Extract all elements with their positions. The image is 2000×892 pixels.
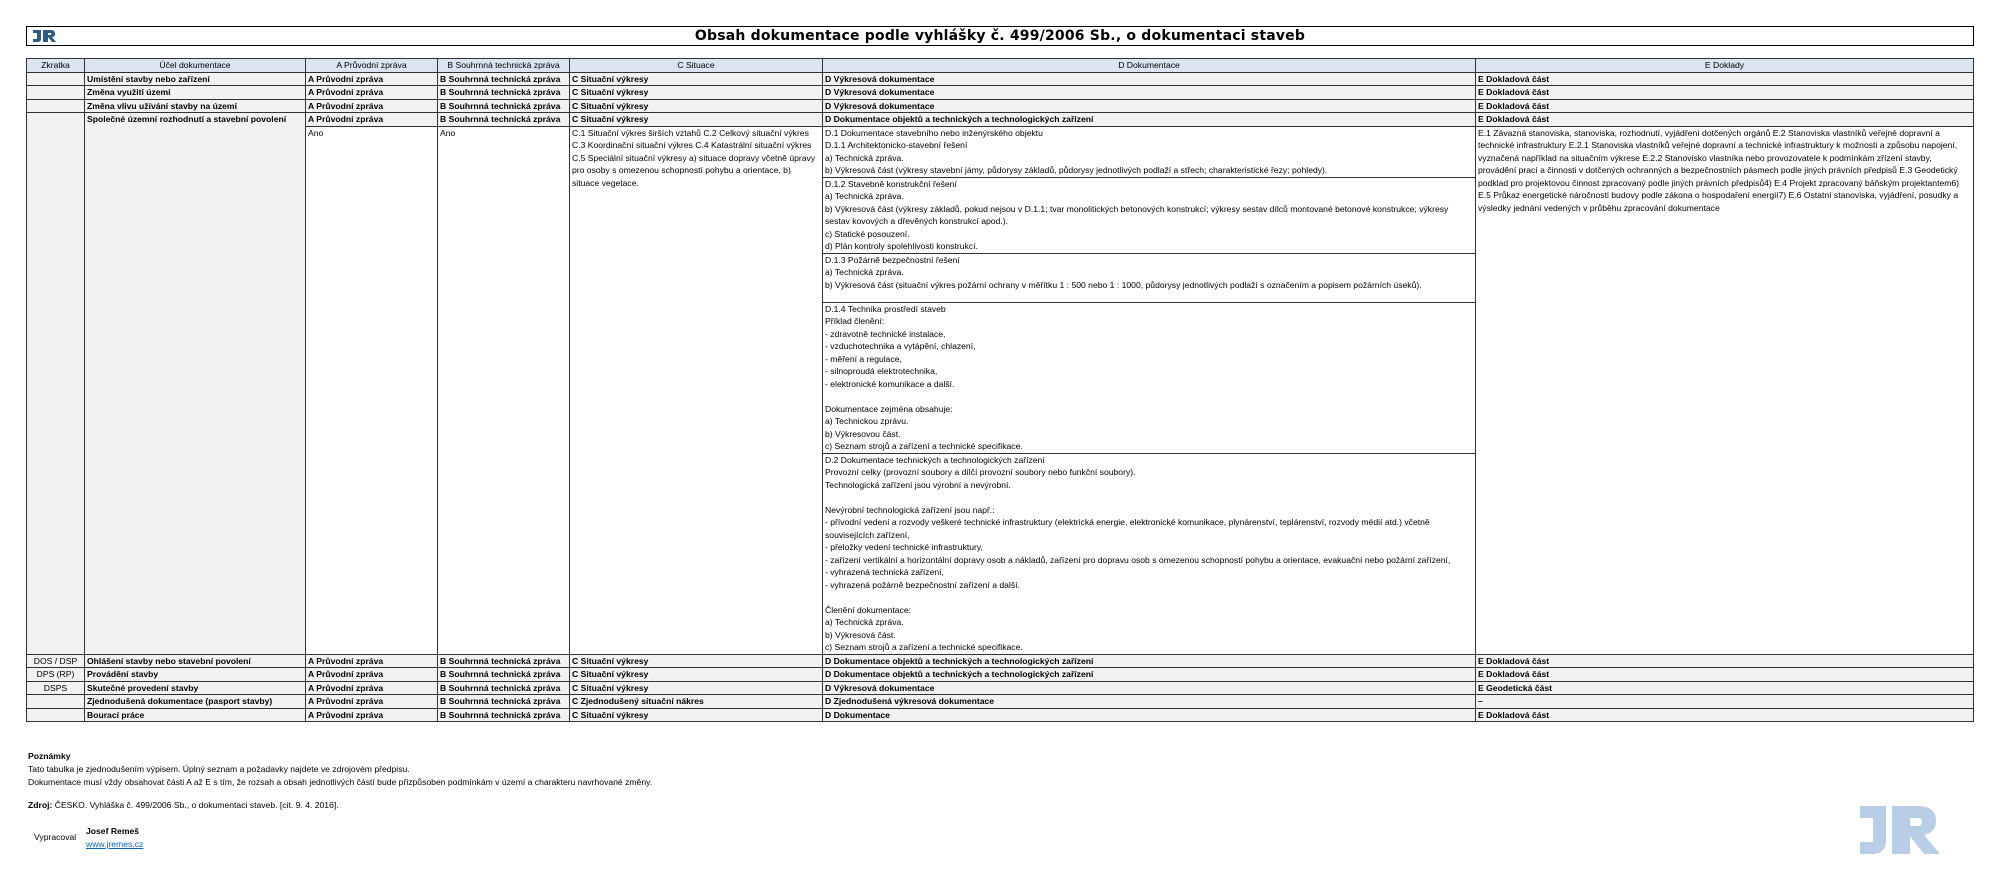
a-cell: A Průvodní zpráva	[306, 695, 438, 709]
d-cell: D Dokumentace objektů a technických a technologických zařízení	[823, 668, 1476, 682]
prepared-label: Vypracoval	[34, 832, 77, 842]
page-title: Obsah dokumentace podle vyhlášky č. 499/2006 Sb., o dokumentaci staveb	[694, 28, 1306, 44]
purpose-cell: Změna využití území	[85, 86, 306, 100]
author-name: Josef Remeš	[86, 826, 140, 836]
table-row	[27, 681, 1974, 695]
c-cell: C Situační výkresy	[570, 654, 823, 668]
e-cell: E Dokladová část	[1476, 86, 1974, 100]
a-detail: Ano	[306, 126, 438, 654]
d-cell: D Výkresová dokumentace	[823, 99, 1476, 113]
e-detail: E.1 Závazná stanoviska, stanoviska, rozhodnutí, vyjádření dotčených orgánů E.2 Stanoviska vlastníků veřejné dopravní a technické infrastruktury E.2.1 Stanoviska vlastníků veřejné dopravní a technické infrastruktury k možnosti a způsobu napojení, vyznačená například na situačním výkrese E.2.2 Stanovisko vlastníka nebo provozovatele k podmínkám zřízení stavby, provádění prací a činnosti v dotčených ochranných a bezpečnostních pásmech podle jiných právních předpisů E.3 Geodetický podklad pro projektovou činnost zpracovaný podle jiných právních předpisů4) E.4 Projekt zpracovaný báňským projektantem6) E.5 Průkaz energetické náročnosti budovy podle zákona o hospodaření energií7) E.6 Ostatní stanoviska, vyjádření, posudky a výsledky jednání vedených v průběhu zpracování dokumentace	[1476, 126, 1974, 654]
c-cell: C Situační výkresy	[570, 99, 823, 113]
b-cell: B Souhrnná technická zpráva	[438, 654, 570, 668]
e-cell: E Dokladová část	[1476, 708, 1974, 722]
d-section-technology: D.2 Dokumentace technických a technologických zařízení Provozní celky (provozní soubory a dílčí provozní soubory nebo funkční soubory). Technologická zařízení jsou výrobní a nevýrobní. Nevýrobní technologická zařízení jsou např.: - přívodní vedení a rozvody veškeré technické infrastruktury (elektrická energie, elektronické komunikace, plynárenství, teplárenství, rozvody médií atd.) včetně souvisejících zařízení, - přeložky vedení technické infrastruktury, - zařízení vertikální a horizontální dopravy osob a nákladů, zařízení pro dopravu osob s omezenou schopností pohybu a orientace, evakuační nebo požární zařízení, - vyhrazená technická zařízení, - vyhrazená požárně bezpečnostní zařízení a další. Členění dokumentace: a) Technická zpráva. b) Výkresová část. c) Seznam strojů a zařízení a technické specifikace.	[825, 454, 1451, 652]
column-header: E Doklady	[1476, 59, 1974, 73]
table-header-row	[27, 59, 1974, 73]
b-cell: B Souhrnná technická zpráva	[438, 668, 570, 682]
b-detail: Ano	[438, 126, 570, 654]
d-cell: D Dokumentace objektů a technických a technologických zařízení	[823, 113, 1476, 127]
e-cell: E Geodetická část	[1476, 681, 1974, 695]
table-row	[27, 695, 1974, 709]
d-section-fire-safety: D.1.3 Požárně bezpečnostní řešení a) Technická zpráva. b) Výkresová část (situační výkres požární ochrany v měřítku 1 : 500 nebo 1 : 1000, půdorysy jednotlivých podlaží s označením a popisem požárních úseků).	[823, 254, 1475, 303]
column-header: C Situace	[570, 59, 823, 73]
title-bar	[26, 26, 1974, 46]
purpose-cell: Změna vlivu užívání stavby na území	[85, 99, 306, 113]
d-cell: D Výkresová dokumentace	[823, 681, 1476, 695]
a-cell: A Průvodní zpráva	[306, 72, 438, 86]
b-cell: B Souhrnná technická zpráva	[438, 86, 570, 100]
jr-watermark-logo-icon	[1856, 804, 1942, 856]
c-cell: C Situační výkresy	[570, 668, 823, 682]
table-row	[27, 113, 1974, 127]
e-cell: E Dokladová část	[1476, 113, 1974, 127]
abbr-cell	[27, 695, 85, 709]
b-cell: B Souhrnná technická zpráva	[438, 99, 570, 113]
c-cell: C Situační výkresy	[570, 113, 823, 127]
notes-line: Dokumentace musí vždy obsahovat části A až E s tím, že rozsah a obsah jednotlivých částí bude přizpůsoben podmínkám v území a charakteru navrhované změny.	[28, 777, 653, 787]
purpose-cell: Provádění stavby	[85, 668, 306, 682]
source-label: Zdroj:	[28, 800, 53, 810]
c-cell: C Situační výkresy	[570, 86, 823, 100]
source-text: ČESKO. Vyhláška č. 499/2006 Sb., o dokumentaci staveb. [cit. 9. 4. 2016].	[52, 800, 339, 810]
a-cell: A Průvodní zpráva	[306, 654, 438, 668]
column-header: A Průvodní zpráva	[306, 59, 438, 73]
documentation-table	[26, 58, 1974, 722]
column-header: Účel dokumentace	[85, 59, 306, 73]
column-header: B Souhrnná technická zpráva	[438, 59, 570, 73]
notes-heading: Poznámky	[28, 751, 71, 761]
d-detail	[823, 126, 1476, 654]
e-cell: E Dokladová část	[1476, 99, 1974, 113]
abbr-cell	[27, 113, 85, 655]
c-cell: C Situační výkresy	[570, 72, 823, 86]
d-cell: D Zjednodušená výkresová dokumentace	[823, 695, 1476, 709]
table-row	[27, 708, 1974, 722]
c-cell: C Zjednodušený situační nákres	[570, 695, 823, 709]
abbr-cell	[27, 99, 85, 113]
notes-line: Tato tabulka je zjednodušením výpisem. Úplný seznam a požadavky najdete ve zdrojovém předpisu.	[28, 764, 410, 774]
a-cell: A Průvodní zpráva	[306, 681, 438, 695]
table-row	[27, 86, 1974, 100]
abbr-cell	[27, 72, 85, 86]
abbr-cell: DPS (RP)	[27, 668, 85, 682]
b-cell: B Souhrnná technická zpráva	[438, 113, 570, 127]
abbr-cell: DSPS	[27, 681, 85, 695]
d-cell: D Výkresová dokumentace	[823, 86, 1476, 100]
c-detail: C.1 Situační výkres širších vztahů C.2 Celkový situační výkres C.3 Koordinační situační výkres C.4 Katastrální situační výkres C.5 Speciální situační výkresy a) situace dopravy včetně úpravy pro osoby s omezenou schopností pohybu a orientace, b) situace vegetace.	[570, 126, 823, 654]
c-cell: C Situační výkresy	[570, 681, 823, 695]
d-section-building-services: D.1.4 Technika prostředí staveb Příklad členění: - zdravotně technické instalace, - vzduchotechnika a vytápění, chlazení, - měření a regulace, - silnoproudá elektrotechnika, - elektronické komunikace a další. Dokumentace zejména obsahuje: a) Technickou zprávu. b) Výkresovou část. c) Seznam strojů a zařízení a technické specifikace.	[823, 303, 1475, 454]
abbr-cell	[27, 708, 85, 722]
b-cell: B Souhrnná technická zpráva	[438, 681, 570, 695]
notes-section	[28, 750, 652, 789]
abbr-cell: DOS / DSP	[27, 654, 85, 668]
purpose-cell: Umístění stavby nebo zařízení	[85, 72, 306, 86]
e-cell: E Dokladová část	[1476, 668, 1974, 682]
d-section-structure: D.1.2 Stavebně konstrukční řešení a) Technická zpráva. b) Výkresová část (výkresy základů, pokud nejsou v D.1.1; tvar monolitických betonových konstrukcí; výkresy sestav dílců montované betonové konstrukce; výkresy sestav kovových a dřevěných konstrukcí apod.). c) Statické posouzení. d) Plán kontroly spolehlivosti konstrukcí.	[823, 178, 1475, 254]
e-cell: E Dokladová část	[1476, 654, 1974, 668]
b-cell: B Souhrnná technická zpráva	[438, 695, 570, 709]
column-header: D Dokumentace	[823, 59, 1476, 73]
c-cell: C Situační výkresy	[570, 708, 823, 722]
a-cell: A Průvodní zpráva	[306, 99, 438, 113]
detail-row	[27, 126, 1974, 654]
table-row	[27, 72, 1974, 86]
abbr-cell	[27, 86, 85, 100]
e-cell: –	[1476, 695, 1974, 709]
a-cell: A Průvodní zpráva	[306, 113, 438, 127]
d-section-architecture: D.1 Dokumentace stavebního nebo inženýrského objektu D.1.1 Architektonicko-stavební řešení a) Technická zpráva. b) Výkresová část (výkresy stavební jámy, půdorysy základů, půdorysy jednotlivých podlaží a střech; charakteristické řezy; pohledy).	[823, 127, 1475, 178]
column-header: Zkratka	[27, 59, 85, 73]
b-cell: B Souhrnná technická zpráva	[438, 708, 570, 722]
d-cell: D Dokumentace objektů a technických a technologických zařízení	[823, 654, 1476, 668]
purpose-cell: Bourací práce	[85, 708, 306, 722]
e-cell: E Dokladová část	[1476, 72, 1974, 86]
author-website-link[interactable]: www.jremes.cz	[86, 839, 144, 849]
table-row	[27, 654, 1974, 668]
a-cell: A Průvodní zpráva	[306, 708, 438, 722]
b-cell: B Souhrnná technická zpráva	[438, 72, 570, 86]
a-cell: A Průvodní zpráva	[306, 668, 438, 682]
d-cell: D Výkresová dokumentace	[823, 72, 1476, 86]
d-cell: D Dokumentace	[823, 708, 1476, 722]
table-row	[27, 668, 1974, 682]
purpose-cell: Zjednodušená dokumentace (pasport stavby)	[85, 695, 306, 709]
purpose-cell: Společné územní rozhodnutí a stavební povolení	[85, 113, 306, 655]
source-line	[28, 800, 339, 810]
a-cell: A Průvodní zpráva	[306, 86, 438, 100]
table-row	[27, 99, 1974, 113]
purpose-cell: Ohlášení stavby nebo stavební povolení	[85, 654, 306, 668]
purpose-cell: Skutečné provedení stavby	[85, 681, 306, 695]
